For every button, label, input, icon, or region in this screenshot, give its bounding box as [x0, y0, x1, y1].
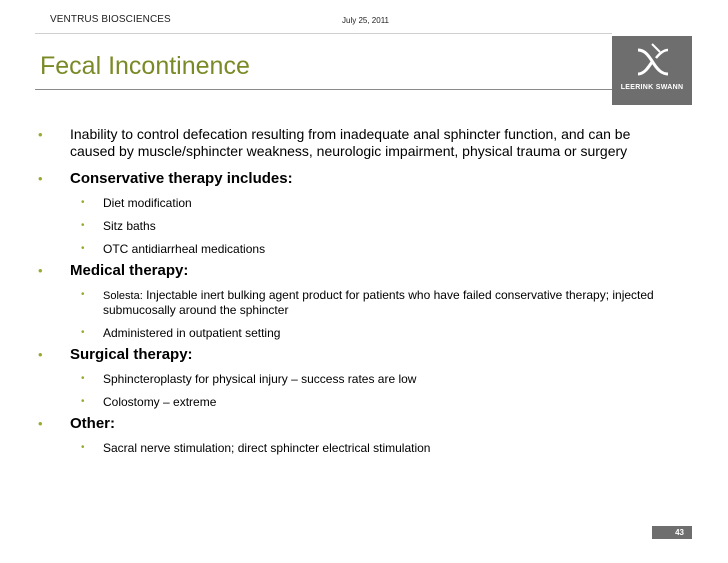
leerink-swann-logo: [612, 36, 692, 105]
sub-list-item: [38, 288, 678, 317]
bullet-text: OTC antidiarrheal medications: [103, 242, 266, 256]
leerink-swann-logo-icon: [612, 36, 692, 84]
logo-text: LEERINK SWANN: [620, 84, 684, 91]
bullet-text: Sacral nerve stimulation; direct sphincter electrical stimulation: [103, 441, 431, 455]
sub-list-item: [38, 395, 678, 409]
bullet-icon: •: [81, 197, 85, 208]
header-date: July 25, 2011: [342, 16, 389, 25]
header-company: VENTRUS BIOSCIENCES: [50, 14, 171, 25]
sub-list-item: [38, 372, 678, 386]
bullet-heading: Surgical therapy:: [70, 346, 193, 363]
bullet-text: Sitz baths: [103, 219, 156, 233]
bullet-heading: Conservative therapy includes:: [70, 170, 293, 187]
header-divider: [35, 33, 612, 34]
bullet-heading: Medical therapy:: [70, 262, 189, 279]
bullet-icon: •: [81, 327, 85, 338]
sub-list-item: [38, 326, 678, 340]
page-number: 43: [652, 526, 692, 539]
sub-list-item: [38, 242, 678, 256]
bullet-icon: •: [81, 373, 85, 384]
bullet-list: [38, 126, 678, 455]
bullet-text: Sphincteroplasty for physical injury – success rates are low: [103, 372, 417, 386]
bullet-icon: •: [38, 416, 43, 431]
list-item: [38, 262, 678, 279]
bullet-icon: •: [81, 220, 85, 231]
bullet-text: Injectable inert bulking agent product for patients who have failed conservative therapy; injected submucosally around the sphincter: [103, 288, 654, 317]
list-item: [38, 346, 678, 363]
bullet-icon: •: [38, 171, 43, 186]
sub-list-item: [38, 196, 678, 210]
bullet-icon: •: [81, 442, 85, 453]
bullet-icon: •: [38, 127, 43, 142]
slide-title: Fecal Incontinence: [40, 52, 250, 80]
bullet-icon: •: [38, 347, 43, 362]
bullet-text: Colostomy – extreme: [103, 395, 217, 409]
bullet-text: Diet modification: [103, 196, 192, 210]
list-item: [38, 126, 678, 160]
sub-list-item: [38, 219, 678, 233]
bullet-icon: •: [81, 396, 85, 407]
bullet-label: Solesta:: [103, 290, 143, 302]
bullet-text: Administered in outpatient setting: [103, 326, 281, 340]
title-divider: [35, 89, 612, 90]
bullet-heading: Other:: [70, 415, 115, 432]
bullet-icon: •: [81, 243, 85, 254]
list-item: [38, 170, 678, 187]
sub-list-item: [38, 441, 678, 455]
bullet-icon: •: [81, 289, 85, 300]
bullet-icon: •: [38, 263, 43, 278]
bullet-text: Inability to control defecation resulting from inadequate anal sphincter function, and can be caused by muscle/sphincter weakness, neurologic impairment, physical trauma or surgery: [70, 126, 631, 159]
list-item: [38, 415, 678, 432]
